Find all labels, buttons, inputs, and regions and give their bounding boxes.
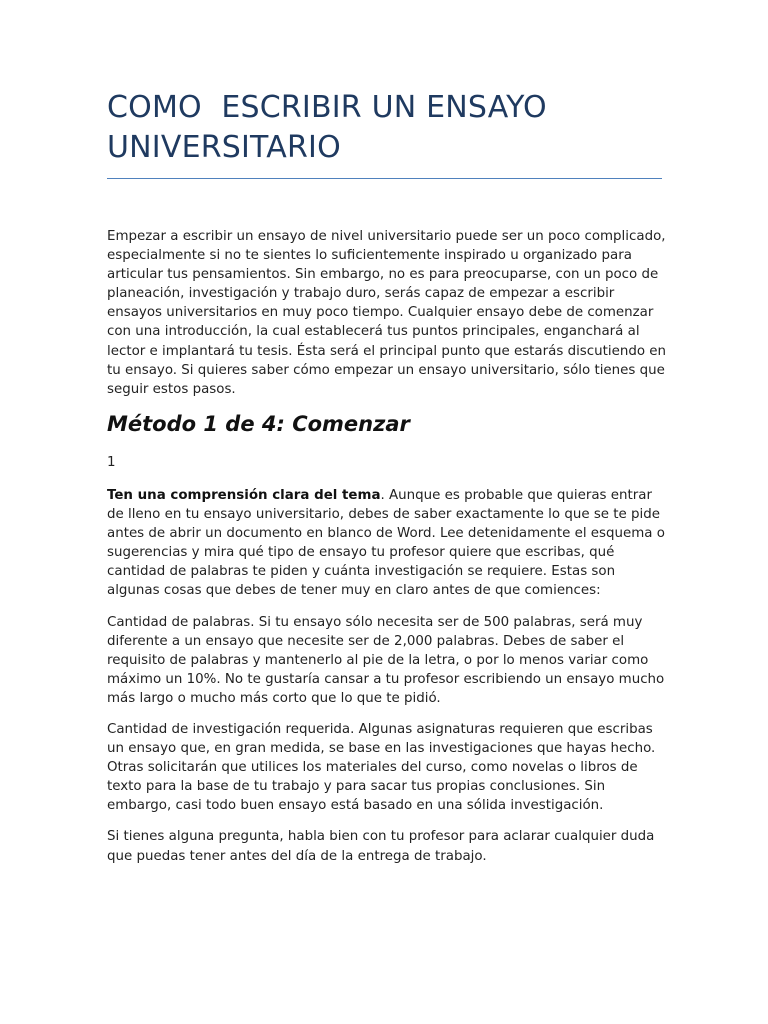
method-heading: Método 1 de 4: Comenzar <box>107 411 410 436</box>
body-paragraph: Cantidad de palabras. Si tu ensayo sólo necesita ser de 500 palabras, será muy diferente a un ensayo que necesite ser de 2,000 palabras. Debes de saber el requisito de palabras y mantenerlo al pie de la letra, o por lo menos variar como máximo un 10%. No te gustaría cansar a tu profesor escribiendo un ensayo mucho más largo o mucho más corto que lo que te pidió. <box>107 614 665 706</box>
step-lead-text: Ten una comprensión clara del tema <box>107 487 381 503</box>
step-number: 1 <box>107 454 116 470</box>
body-paragraph: Cantidad de investigación requerida. Algunas asignaturas requieren que escribas un ensayo que, en gran medida, se base en las investigaciones que hayas hecho. Otras solicitarán que utilices los materiales del curso, como novelas o libros de texto para la base de tu trabajo y para sacar tus propias conclusiones. Sin embargo, casi todo buen ensayo está basado en una sólida investigación. <box>107 721 656 814</box>
title-underline-rule <box>107 178 662 179</box>
document-body <box>107 227 667 866</box>
body-paragraph: Si tienes alguna pregunta, habla bien con tu profesor para aclarar cualquier duda que puedas tener antes del día de la entrega de trabajo. <box>107 829 655 864</box>
intro-paragraph: Empezar a escribir un ensayo de nivel universitario puede ser un poco complicado, especialmente si no te sientes lo suficientemente inspirado u organizado para articular tus pensamientos. Sin embargo, no es para preocuparse, con un poco de planeación, investigación y trabajo duro, serás capaz de empezar a escribir ensayos universitarios en muy poco tiempo. Cualquier ensayo debe de comenzar con una introducción, la cual establecerá tus puntos principales, enganchará al lector e implantará tu tesis. Ésta será el principal punto que estarás discutiendo en tu ensayo. Si quieres saber cómo empezar un ensayo universitario, sólo tienes que seguir estos pasos. <box>107 229 667 397</box>
document-title: COMO ESCRIBIR UN ENSAYO UNIVERSITARIO <box>107 90 557 165</box>
step-paragraph <box>107 486 667 601</box>
title-block <box>107 88 662 179</box>
step-body-text: . Aunque es probable que quieras entrar de lleno en tu ensayo universitario, debes de saber exactamente lo que se te pide antes de abrir un documento en blanco de Word. Lee detenidamente el esquema o sugerencias y mira qué tipo de ensayo tu profesor quiere que escribas, qué cantidad de palabras te piden y cuánta investigación se requiere. Estas son algunas cosas que debes de tener muy en claro antes de que comiences: <box>107 487 665 599</box>
